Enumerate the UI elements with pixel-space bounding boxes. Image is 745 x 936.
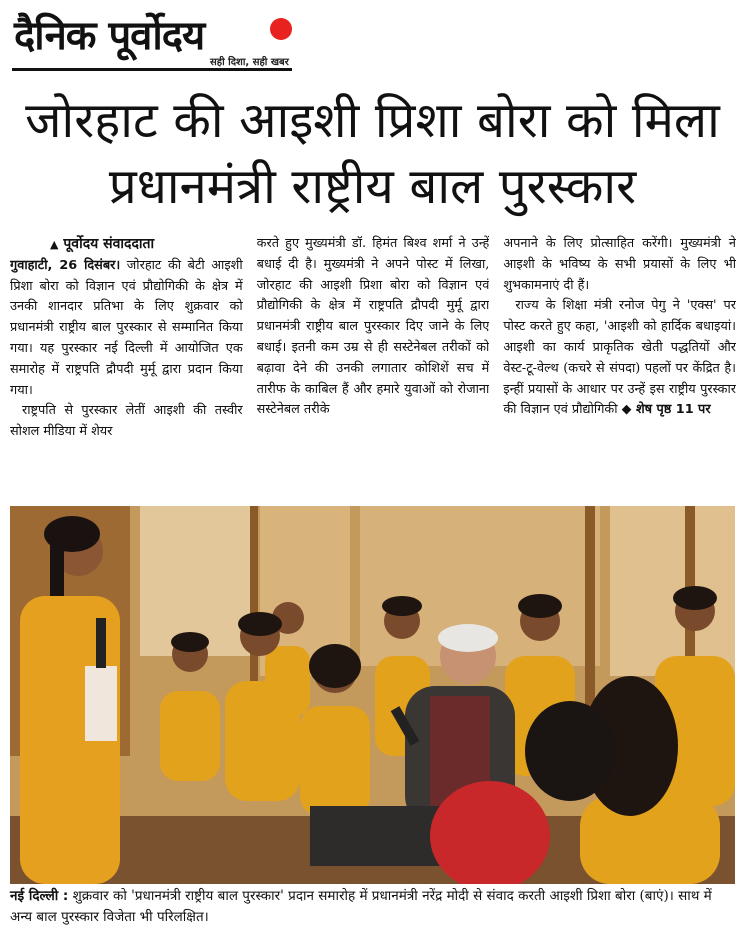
article-paragraph — [503, 296, 736, 421]
article-paragraph: राष्ट्रपति से पुरस्कार लेतीं आइशी की तस्वीर सोशल मीडिया में शेयर — [10, 403, 243, 440]
masthead-rule — [12, 68, 292, 71]
news-photo — [10, 506, 735, 884]
caption-text: शुक्रवार को 'प्रधानमंत्री राष्ट्रीय बाल पुरस्कार' प्रदान समारोह में प्रधानमंत्री नरेंद्र मोदी से संवाद करती आइशी प्रिशा बोरा (बाएं)। साथ में अन्य बाल पुरस्कार विजेता भी परिलक्षित। — [10, 888, 712, 925]
article-paragraph: करते हुए मुख्यमंत्री डॉ. हिमंत बिश्व शर्मा ने उन्हें बधाई दी है। मुख्यमंत्री ने अपने पोस्ट में लिखा, जोरहाट की आइशी प्रिशा बोरा को विज्ञान एवं प्रौद्योगिकी के क्षेत्र में राष्ट्रपति द्रौपदी मुर्मू द्वारा प्रधानमंत्री राष्ट्रीय बाल पुरस्कार दिए जाने के लिए बधाई। इतनी कम उम्र से ही सस्टेनेबल तरीकों को बढ़ावा देने की उनकी लगातार कोशिशें सच में तारीफ के काबिल हैं और हमारे युवाओं को रोजाना सस्टेनेबल तरीके — [256, 236, 490, 418]
news-photo-illustration — [10, 506, 735, 884]
masthead-title: दैनिक पूर्वोदय — [14, 13, 205, 59]
article-body — [10, 234, 736, 492]
continued-arrow-icon: ◆ — [621, 402, 632, 418]
article-paragraph: अपनाने के लिए प्रोत्साहित करेंगी। मुख्यमंत्री ने आइशी के भविष्य के सभी प्रयासों के लिए भी शुभकामनाएं दी हैं। — [503, 236, 737, 293]
byline — [10, 234, 243, 256]
article-column-2 — [257, 234, 490, 492]
continued-jump — [622, 402, 711, 417]
headline: जोरहाट की आइशी प्रिशा बोरा को मिला प्रधानमंत्री राष्ट्रीय बाल पुरस्कार — [25, 92, 720, 215]
continued-text: शेष पृष्ठ 11 पर — [635, 402, 711, 418]
masthead — [12, 6, 312, 72]
photo-caption — [10, 886, 735, 928]
masthead-red-dot-icon — [270, 18, 292, 40]
byline-triangle-icon: ▲ — [50, 238, 59, 251]
dateline: गुवाहाटी, 26 दिसंबर। — [10, 257, 121, 273]
article-column-1 — [10, 234, 243, 492]
article-paragraph-text: जोरहाट की बेटी आइशी प्रिशा बोरा को विज्ञान एवं प्रौद्योगिकी के क्षेत्र में उनकी शानदार प्रतिभा के लिए शुक्रवार को प्रधानमंत्री राष्ट्रीय बाल पुरस्कार से सम्मानित किया गया। यह पुरस्कार नई दिल्ली में आयोजित एक समारोह में राष्ट्रपति द्रौपदी मुर्मू द्वारा प्रदान किया गया। — [10, 257, 243, 398]
article-paragraph-text: राज्य के शिक्षा मंत्री रनोज पेगु ने 'एक्स' पर पोस्ट करते हुए कहा, 'आइशी को हार्दिक बधाइयां। आइशी का कार्य प्राकृतिक खेती पद्धतियों और वेस्ट-टू-वेल्थ (कचरे से संपदा) पहलों पर केंद्रित है। इन्हीं प्रयासों के आधार पर उन्हें इस राष्ट्रीय पुरस्कार की विज्ञान एवं प्रौद्योगिकी — [503, 298, 737, 418]
masthead-tagline: सही दिशा, सही खबर — [210, 57, 289, 68]
article-paragraph — [10, 256, 243, 402]
caption-place: नई दिल्ली : — [10, 888, 69, 904]
article-column-3 — [503, 234, 736, 492]
byline-text: पूर्वोदय संवाददाता — [63, 236, 155, 252]
